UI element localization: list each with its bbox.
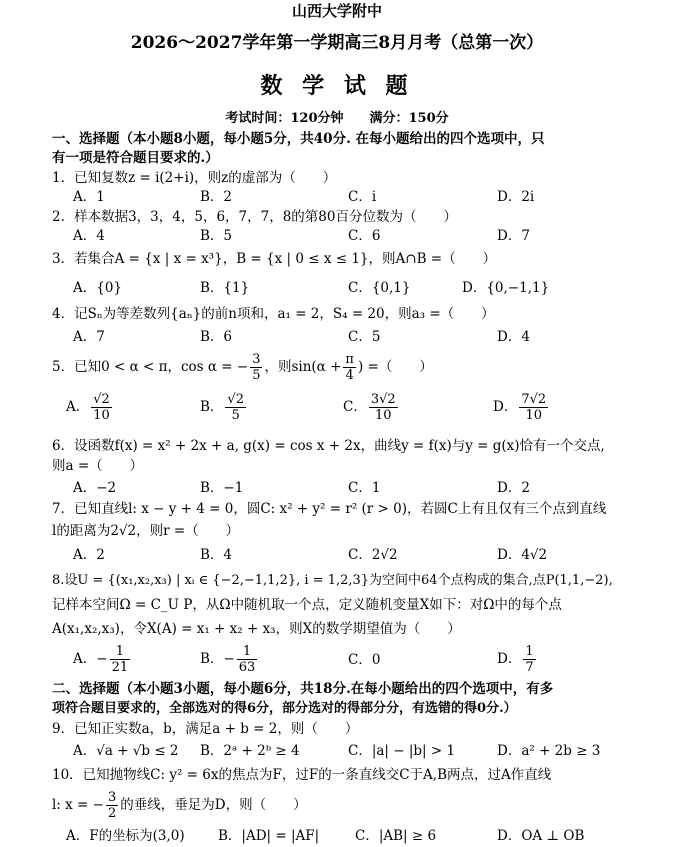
q10-frac-den: 2 [107, 806, 117, 821]
q5-option-d-frac [519, 392, 548, 423]
q8-option-b [200, 644, 259, 675]
q10-option-d: D．OA ⊥ OB [497, 828, 585, 844]
q6-option-a: A．−2 [73, 480, 117, 496]
q5-option-c [343, 392, 400, 423]
q3-stem: 3．若集合A = {x | x = x³}，B = {x | 0 ≤ x ≤ 1}，则A∩B =（ ） [52, 251, 497, 267]
q10-stem-cont [52, 790, 307, 821]
q5-cos-den: 5 [252, 368, 261, 383]
q5-pi-num: π [345, 352, 354, 367]
q9-option-b: B．2ᵃ + 2ᵇ ≥ 4 [200, 743, 300, 759]
q2-option-d: D．7 [497, 228, 530, 244]
q7-option-d: D．4√2 [497, 547, 548, 563]
q4-option-b: B．6 [200, 329, 233, 345]
q2-stem: 2．样本数据3，3，4，5，6，7，7，8的第80百分位数为（ ） [52, 209, 457, 225]
q5-d-den: 10 [525, 408, 543, 423]
q5-pi-fraction [343, 352, 356, 383]
q9-stem: 9．已知正实数a，b，满足a + b = 2，则（ ） [52, 721, 359, 737]
q8-d-num: 1 [525, 644, 534, 659]
q10-option-a: A．F的坐标为(3,0) [66, 828, 185, 844]
q10-stem: 10．已知抛物线C: y² = 6x的焦点为F，过F的一条直线交C于A,B两点，过A作直线 [52, 767, 552, 783]
q8-b-den: 63 [238, 660, 256, 675]
section1-heading-cont: 有一项是符合题目要求的.） [52, 150, 219, 166]
q4-option-a: A．7 [73, 329, 105, 345]
q9-option-a: A．√a + √b ≤ 2 [73, 743, 179, 759]
q7-stem-cont: l的距离为2√2，则r =（ ） [52, 523, 240, 539]
q5-pi-den: 4 [345, 368, 354, 383]
q5-option-b-frac [225, 392, 246, 423]
q8-option-b-label: B．− [200, 651, 235, 667]
q5-option-a [66, 392, 114, 423]
q6-option-d: D．2 [497, 480, 530, 496]
q5-option-b [200, 392, 248, 423]
q8-stem-cont2: A(x₁,x₂,x₃)，令X(A) = x₁ + x₂ + x₃，则X的数学期望值为（ ） [52, 621, 461, 637]
q9-option-c: C．|a| − |b| > 1 [348, 743, 456, 759]
q10-stem2-suffix: 的垂线，垂足为D，则（ ） [120, 797, 307, 813]
q1-option-b: B．2 [200, 189, 233, 205]
q8-option-d [497, 644, 538, 675]
q5-c-num: 3√2 [370, 392, 396, 407]
q2-option-a: A．4 [73, 228, 105, 244]
q5-a-den: 10 [93, 408, 110, 423]
school-name: 山西大学附中 [291, 2, 382, 20]
q8-stem: 8.设U = {(x₁,x₂,x₃) | xᵢ ∈ {−2,−1,1,2}, i = 1,2,3}为空间中64个点构成的集合,点P(1,1,−2), [52, 573, 613, 588]
q10-option-b: B．|AD| = |AF| [218, 828, 320, 844]
q4-option-c: C．5 [348, 329, 381, 345]
q8-a-num: 1 [110, 644, 131, 660]
q8-b-num: 1 [237, 644, 258, 660]
q6-option-b: B．−1 [200, 480, 244, 496]
q3-option-d: D．{0,−1,1} [462, 280, 550, 296]
q5-option-c-label: C． [343, 399, 367, 415]
q8-option-b-frac [237, 644, 258, 675]
q5-option-d-label: D． [493, 399, 518, 415]
q8-option-a-label: A．− [73, 651, 108, 667]
q6-stem-cont: 则a =（ ） [52, 458, 144, 474]
q5-option-a-frac [91, 392, 112, 423]
q5-b-den: 5 [231, 408, 240, 423]
q8-option-d-frac [523, 644, 535, 675]
page-title: 数 学 试 题 [260, 73, 414, 99]
exam-meta: 考试时间：120分钟 满分：150分 [225, 111, 449, 126]
q8-d-den: 7 [525, 660, 534, 675]
q4-stem: 4．记Sₙ为等差数列{aₙ}的前n项和，a₁ = 2，S₄ = 20，则a₃ =（ ） [52, 306, 495, 322]
q3-option-b: B．{1} [200, 280, 250, 296]
q8-option-a-frac [110, 644, 131, 675]
q8-option-c: C．0 [348, 652, 381, 668]
q5-option-d [493, 392, 550, 423]
q1-option-c: C．i [348, 189, 377, 205]
q7-option-b: B．4 [200, 547, 233, 563]
q5-d-num: 7√2 [521, 392, 547, 407]
exam-title: 2026～2027学年第一学期高三8月月考（总第一次） [130, 33, 544, 53]
q5-a-num: √2 [93, 392, 110, 407]
q5-c-den: 10 [374, 408, 392, 423]
q7-option-c: C．2√2 [348, 547, 398, 563]
section1-heading: 一、选择题（本小题8小题，每小题5分，共40分. 在每小题给出的四个选项中，只 [52, 131, 545, 147]
q1-option-d: D．2i [497, 189, 535, 205]
q8-a-den: 21 [111, 660, 129, 675]
q6-option-c: C．1 [348, 480, 381, 496]
q3-option-c: C．{0,1} [348, 280, 411, 296]
q10-option-c: C．|AB| ≥ 6 [355, 828, 437, 844]
q10-fraction [106, 790, 118, 821]
q3-option-a: A．{0} [73, 280, 123, 296]
q10-frac-num: 3 [107, 790, 117, 805]
q5-stem-prefix: 5．已知0 < α < π，cos α = − [52, 359, 249, 375]
q9-option-d: D．a² + 2b ≥ 3 [497, 743, 601, 759]
q8-option-a [73, 644, 132, 675]
q5-cos-fraction [250, 352, 262, 383]
q5-stem-mid: ，则sin(α + [264, 359, 342, 375]
q7-option-a: A．2 [73, 547, 105, 563]
q8-option-d-label: D． [497, 651, 522, 667]
q4-option-d: D．4 [497, 329, 530, 345]
q5-option-b-label: B． [200, 399, 224, 415]
q5-b-num: √2 [227, 392, 244, 407]
q1-stem: 1．已知复数z = i(2+i)，则z的虚部为（ ） [52, 170, 337, 186]
q5-stem [52, 352, 433, 383]
q5-option-a-label: A． [66, 399, 90, 415]
q2-option-c: C．6 [348, 228, 381, 244]
q1-option-a: A．1 [73, 189, 105, 205]
section2-heading: 二、选择题（本小题3小题，每小题6分，共18分.在每小题给出的四个选项中，有多 [52, 681, 554, 697]
q5-stem-suffix: ) =（ ） [357, 359, 433, 375]
q10-stem2-prefix: l: x = − [52, 797, 104, 813]
q7-stem: 7．已知直线l: x − y + 4 = 0，圆C: x² + y² = r² (r > 0)，若圆C上有且仅有三个点到直线 [52, 501, 607, 517]
q6-stem: 6．设函数f(x) = x² + 2x + a, g(x) = cos x + 2x，曲线y = f(x)与y = g(x)恰有一个交点, [52, 438, 605, 454]
section2-heading-cont: 项符合题目要求的，全部选对的得6分，部分选对的得部分分，有选错的得0分.） [52, 701, 517, 716]
q5-option-c-frac [369, 392, 398, 423]
q2-option-b: B．5 [200, 228, 233, 244]
q5-cos-num: 3 [252, 352, 261, 367]
q8-stem-cont: 记样本空间Ω = C_U P，从Ω中随机取一个点，定义随机变量X如下：对Ω中的每个点 [52, 597, 562, 613]
